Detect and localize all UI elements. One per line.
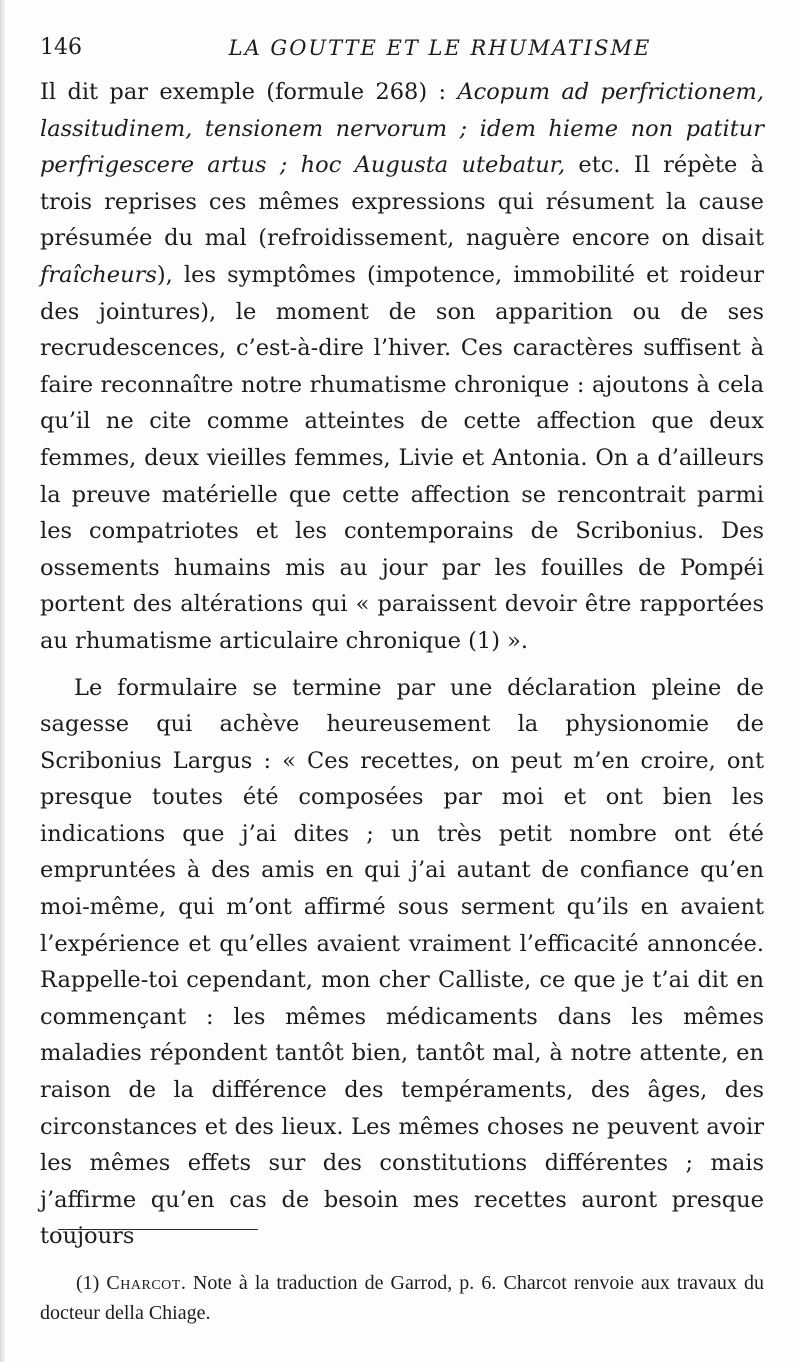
footnote-author: Charcot — [106, 1272, 181, 1294]
latin-quotation: Acopum ad perfrictionem, lassitudinem, tensionem nervorum ; idem hieme non patitur perfrigescere artus ; hoc Augusta utebatur, — [40, 79, 764, 179]
footnote-marker: (1) — [76, 1272, 107, 1294]
page-number: 146 — [40, 35, 82, 60]
footnote-text: . Note à la traduction de Garrod, p. 6. Charcot renvoie aux travaux du docteur della Chiage. — [40, 1272, 764, 1324]
running-title: LA GOUTTE ET LE RHUMATISME — [228, 36, 652, 60]
text-segment: Il dit par exemple (formule 268) : — [40, 79, 458, 105]
body-text — [40, 74, 764, 1255]
paragraph — [40, 74, 764, 660]
footnote-separator — [58, 1229, 258, 1230]
text-segment: Le formulaire se termine par une déclaration pleine de sagesse qui achève heureusement la physionomie de Scribonius Largus : « Ces recettes, on peut m’en croire, ont presque toutes été composées par moi et ont bien les indications que j’ai dites ; un très petit nombre ont été empruntées à des amis en qui j’ai autant de confiance qu’en moi-même, qui m’ont affirmé sous serment qu’ils en avaient l’expérience et qu’elles avaient vraiment l’efficacité annoncée. Rappelle-toi cependant, mon cher Calliste, ce que je t’ai dit en commençant : les mêmes médicaments dans les mêmes maladies répondent tantôt bien, tantôt mal, à notre attente, en raison de la différence des tempéraments, des âges, des circonstances et des lieux. Les mêmes choses ne peuvent avoir les mêmes effets sur des constitutions différentes ; mais j’affirme qu’en cas de besoin mes recettes auront presque toujours — [40, 674, 764, 1250]
page-header — [40, 30, 780, 66]
page-gutter-shadow — [0, 0, 6, 1362]
italic-term: fraîcheurs — [40, 261, 157, 288]
paragraph — [40, 670, 764, 1256]
footnote — [40, 1268, 764, 1328]
text-segment: ), les symptômes (impotence, immobilité et roideur des jointures), le moment de son apparition ou de ses recrudescences, c’est-à-dire l’hiver. Ces caractères suffisent à faire reconnaître notre rhumatisme chronique : ajoutons à cela qu’il ne cite comme atteintes de cette affection que deux femmes, deux vieilles femmes, Livie et Antonia. On a d’ailleurs la preuve matérielle que cette affection se rencontrait parmi les compatriotes et les contemporains de Scribonius. Des ossements humains mis au jour par les fouilles de Pompéi portent des altérations qui « paraissent devoir être rapportées au rhumatisme articulaire chronique (1) ». — [40, 261, 764, 654]
text-segment: etc. Il répète à trois reprises ces mêmes expressions qui résument la cause présumée du mal (refroidissement, naguère encore on disait — [40, 152, 764, 252]
